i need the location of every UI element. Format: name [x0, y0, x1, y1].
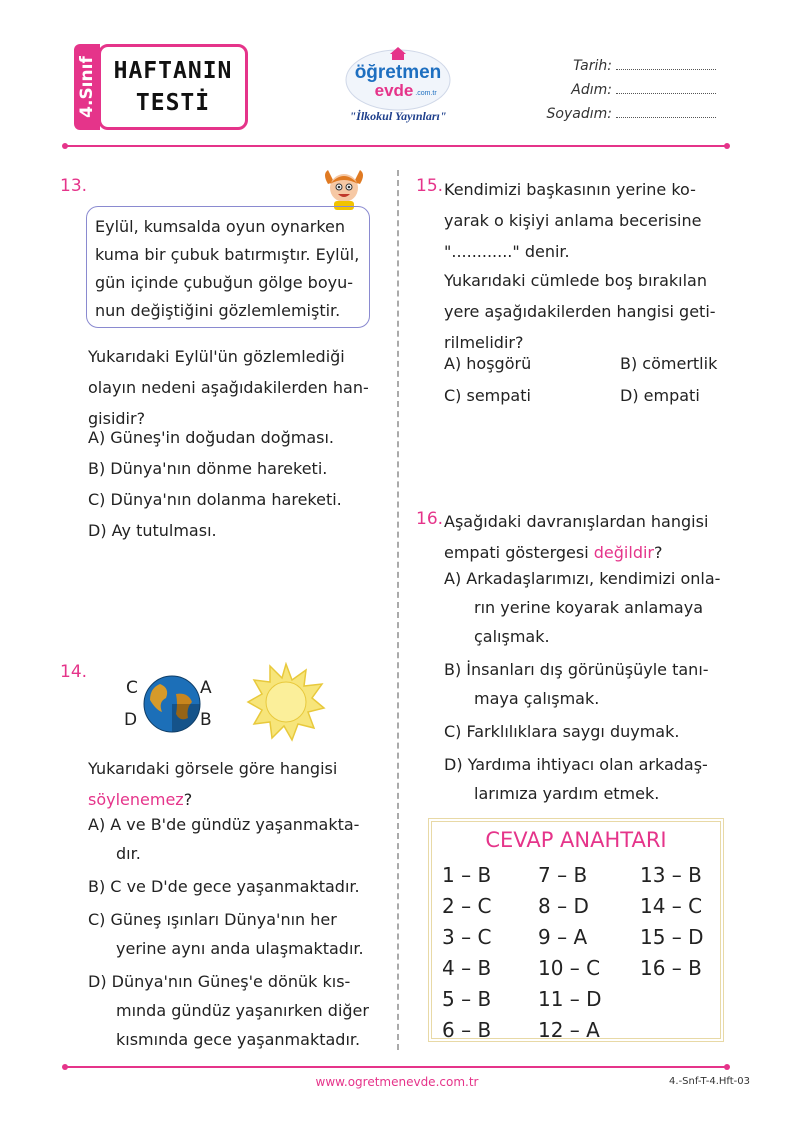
- sun-icon: [246, 662, 326, 742]
- answer-item: 6 – B: [442, 1018, 492, 1042]
- option-line: A) Arkadaşlarımızı, kendimizi onla-: [444, 569, 721, 588]
- option-line: rın yerine koyarak anlamaya: [474, 598, 704, 617]
- option-c[interactable]: C) sempati: [444, 386, 531, 405]
- text-line: yarak o kişiyi anlama becerisine: [444, 211, 702, 230]
- option-c[interactable]: [88, 905, 388, 963]
- grade-label: 4.Sınıf: [77, 56, 97, 118]
- option-line: çalışmak.: [474, 627, 550, 646]
- stem-line: Yukarıdaki cümlede boş bırakılan: [444, 271, 707, 290]
- logo-tagline: "İlkokul Yayınları": [349, 109, 447, 123]
- question-13-scenario-box: [86, 206, 370, 328]
- answer-item: 9 – A: [538, 925, 588, 949]
- rule-dot-right: [724, 143, 730, 149]
- scenario-line: Eylül, kumsalda oyun oynarken: [95, 217, 345, 236]
- question-13-stem: [88, 341, 388, 434]
- name-label: Adım:: [571, 82, 612, 98]
- option-d[interactable]: [444, 750, 744, 808]
- footer-page-code: 4.-Snf-T-4.Hft-03: [669, 1076, 750, 1087]
- answer-item: 16 – B: [640, 956, 702, 980]
- option-c[interactable]: [444, 717, 744, 746]
- answer-key-box: [428, 818, 724, 1042]
- question-15-number: 15.: [416, 176, 444, 196]
- test-title-box: [98, 44, 248, 130]
- logo-main-1: öğretmen: [354, 62, 442, 83]
- text-line: "............" denir.: [444, 242, 570, 261]
- question-15-text: [444, 174, 744, 267]
- question-16-options: [444, 564, 744, 808]
- name-field[interactable]: [516, 82, 716, 98]
- answer-key-title: CEVAP ANAHTARI: [485, 828, 667, 852]
- footer-divider: [66, 1066, 726, 1068]
- answer-item: 13 – B: [640, 863, 702, 887]
- option-b[interactable]: [444, 655, 744, 713]
- answer-item: 11 – D: [538, 987, 602, 1011]
- title-line-1: HAFTANIN: [113, 58, 233, 84]
- answer-column-2: [538, 860, 628, 1046]
- rule-dot-right: [724, 1064, 730, 1070]
- answer-item: 12 – A: [538, 1018, 600, 1042]
- question-14-options: [88, 810, 388, 1054]
- option-line: larımıza yardım etmek.: [474, 784, 660, 803]
- date-field[interactable]: [516, 58, 716, 74]
- scenario-line: kuma bir çubuk batırmıştır. Eylül,: [95, 245, 360, 264]
- option-line: B) C ve D'de gece yaşanmaktadır.: [88, 877, 360, 896]
- answer-item: 5 – B: [442, 987, 492, 1011]
- stem-highlight: değildir: [593, 543, 654, 562]
- option-line: D) Yardıma ihtiyacı olan arkadaş-: [444, 755, 708, 774]
- column-divider: [397, 170, 399, 1050]
- girl-character-icon: [318, 164, 370, 210]
- stem-line: gisidir?: [88, 409, 146, 428]
- answer-item: 2 – C: [442, 894, 492, 918]
- footer-website-link[interactable]: www.ogretmenevde.com.tr: [315, 1075, 479, 1089]
- answer-item: 15 – D: [640, 925, 704, 949]
- label-a: A: [200, 678, 212, 698]
- option-a[interactable]: [444, 564, 744, 651]
- grade-tab: [74, 44, 100, 130]
- text-line: Kendimizi başkasının yerine ko-: [444, 180, 696, 199]
- option-line: maya çalışmak.: [474, 689, 600, 708]
- answer-column-3: [640, 860, 730, 984]
- option-line: dır.: [116, 844, 141, 863]
- answer-item: 7 – B: [538, 863, 588, 887]
- option-line: yerine aynı anda ulaşmaktadır.: [116, 939, 364, 958]
- option-line: D) Dünya'nın Güneş'e dönük kıs-: [88, 972, 351, 991]
- logo-main-2: evde: [374, 81, 414, 100]
- option-a[interactable]: A) hoşgörü: [444, 354, 532, 373]
- stem-end: ?: [654, 543, 663, 562]
- answer-item: 10 – C: [538, 956, 601, 980]
- stem-line: olayın nedeni aşağıdakilerden han-: [88, 378, 369, 397]
- question-16-stem: [444, 506, 744, 568]
- option-a[interactable]: [88, 810, 388, 868]
- option-d[interactable]: D) empati: [620, 386, 700, 405]
- answer-item: 8 – D: [538, 894, 589, 918]
- question-16-number: 16.: [416, 509, 444, 529]
- earth-globe-icon: [142, 674, 202, 734]
- label-c: C: [126, 678, 138, 698]
- stem-line: yere aşağıdakilerden hangisi geti-: [444, 302, 716, 321]
- option-c[interactable]: C) Dünya'nın dolanma hareketi.: [88, 490, 342, 509]
- stem-end: ?: [183, 790, 193, 809]
- stem-highlight: söylenemez: [88, 790, 184, 809]
- option-d[interactable]: D) Ay tutulması.: [88, 521, 217, 540]
- option-line: B) İnsanları dış görünüşüyle tanı-: [444, 660, 709, 679]
- stem-line: Aşağıdaki davranışlardan hangisi: [444, 512, 709, 531]
- question-14-stem: [88, 753, 388, 815]
- house-logo-icon: [338, 44, 458, 134]
- stem-line: rilmelidir?: [444, 333, 524, 352]
- scenario-line: gün içinde çubuğun gölge boyu-: [95, 273, 353, 292]
- logo-domain: .com.tr: [415, 90, 437, 97]
- question-13-number: 13.: [60, 176, 88, 196]
- question-15-stem: [444, 265, 744, 358]
- option-a[interactable]: A) Güneş'in doğudan doğması.: [88, 428, 334, 447]
- option-d[interactable]: [88, 967, 388, 1054]
- scenario-line: nun değiştiğini gözlemlemiştir.: [95, 301, 341, 320]
- header-divider: [66, 145, 726, 147]
- option-line: mında gündüz yaşanırken diğer: [116, 1001, 369, 1020]
- surname-field[interactable]: [516, 106, 716, 122]
- answer-item: 14 – C: [640, 894, 703, 918]
- option-b[interactable]: B) cömertlik: [620, 354, 718, 373]
- option-line: kısmında gece yaşanmaktadır.: [116, 1030, 361, 1049]
- answer-item: 4 – B: [442, 956, 492, 980]
- question-13-options: [88, 422, 388, 546]
- question-14-number: 14.: [60, 662, 88, 682]
- option-line: C) Farklılıklara saygı duymak.: [444, 722, 680, 741]
- answer-item: 3 – C: [442, 925, 492, 949]
- stem-line-pre: empati göstergesi: [444, 543, 594, 562]
- option-b[interactable]: B) Dünya'nın dönme hareketi.: [88, 459, 328, 478]
- stem-line: Yukarıdaki görsele göre hangisi: [88, 759, 338, 778]
- label-b: B: [200, 710, 212, 730]
- option-b[interactable]: [88, 872, 388, 901]
- publisher-logo: [338, 44, 458, 134]
- title-line-2: TESTİ: [135, 90, 211, 116]
- label-d: D: [124, 710, 138, 730]
- surname-label: Soyadım:: [546, 106, 612, 122]
- date-label: Tarih:: [573, 58, 612, 74]
- stem-line: Yukarıdaki Eylül'ün gözlemlediği: [88, 347, 345, 366]
- option-line: C) Güneş ışınları Dünya'nın her: [88, 910, 337, 929]
- option-line: A) A ve B'de gündüz yaşanmakta-: [88, 815, 360, 834]
- answer-column-1: [442, 860, 532, 1046]
- answer-item: 1 – B: [442, 863, 492, 887]
